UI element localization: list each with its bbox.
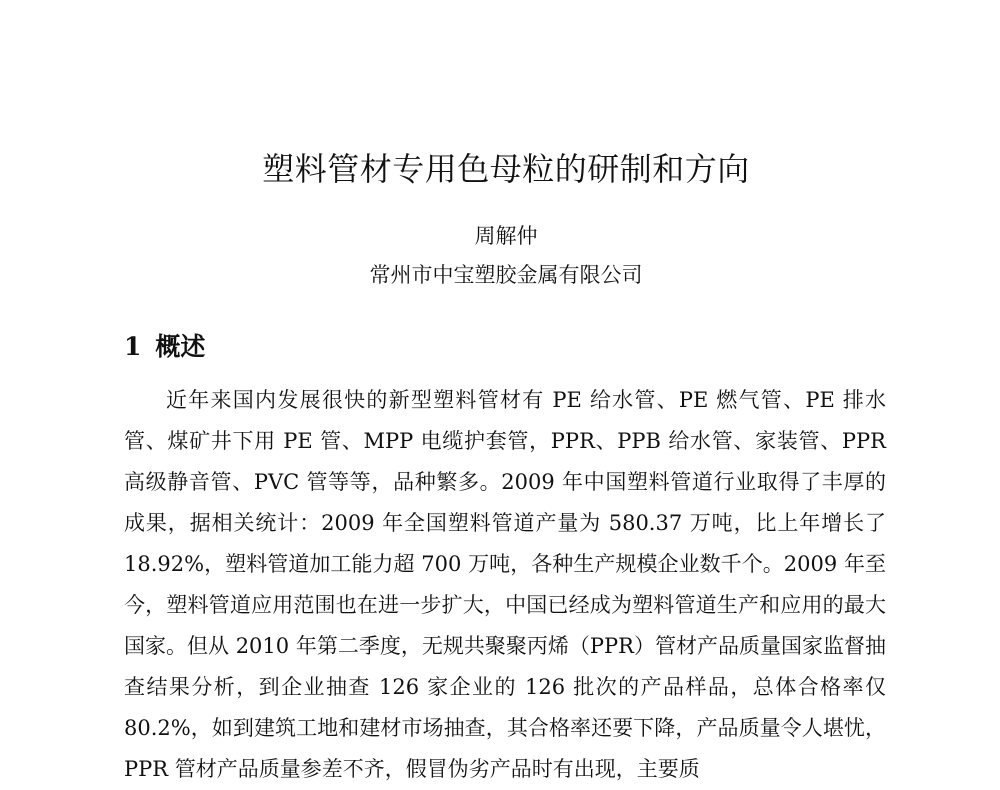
author-affiliation: 常州市中宝塑胶金属有限公司 [369, 263, 643, 287]
section-heading [124, 332, 205, 362]
body-paragraph: 近年来国内发展很快的新型塑料管材有 PE 给水管、PE 燃气管、PE 排水管、煤矿井下用 PE 管、MPP 电缆护套管，PPR、PPB 给水管、家装管、PPR 高级静音管、PVC 管等等，品种繁多。2009 年中国塑料管道行业取得了丰厚的成果，据相关统计：2009 年全国塑料管道产量为 580.37 万吨，比上年增长了 18.92%，塑料管道加工能力超 700 万吨，各种生产规模企业数千个。2009 年至今，塑料管道应用范围也在进一步扩大，中国已经成为塑料管道生产和应用的最大国家。但从 2010 年第二季度，无规共聚聚丙烯（PPR）管材产品质量国家监督抽查结果分析，到企业抽查 126 家企业的 126 批次的产品样品，总体合格率仅 80.2%，如到建筑工地和建材市场抽查，其合格率还要下降，产品质量令人堪忧，PPR 管材产品质量参差不齐，假冒伪劣产品时有出现，主要质 [124, 388, 886, 781]
section-title: 概述 [155, 332, 206, 361]
section-number: 1 [124, 332, 142, 361]
author-name: 周解仲 [474, 224, 538, 248]
paper-title: 塑料管材专用色母粒的研制和方向 [262, 150, 750, 188]
